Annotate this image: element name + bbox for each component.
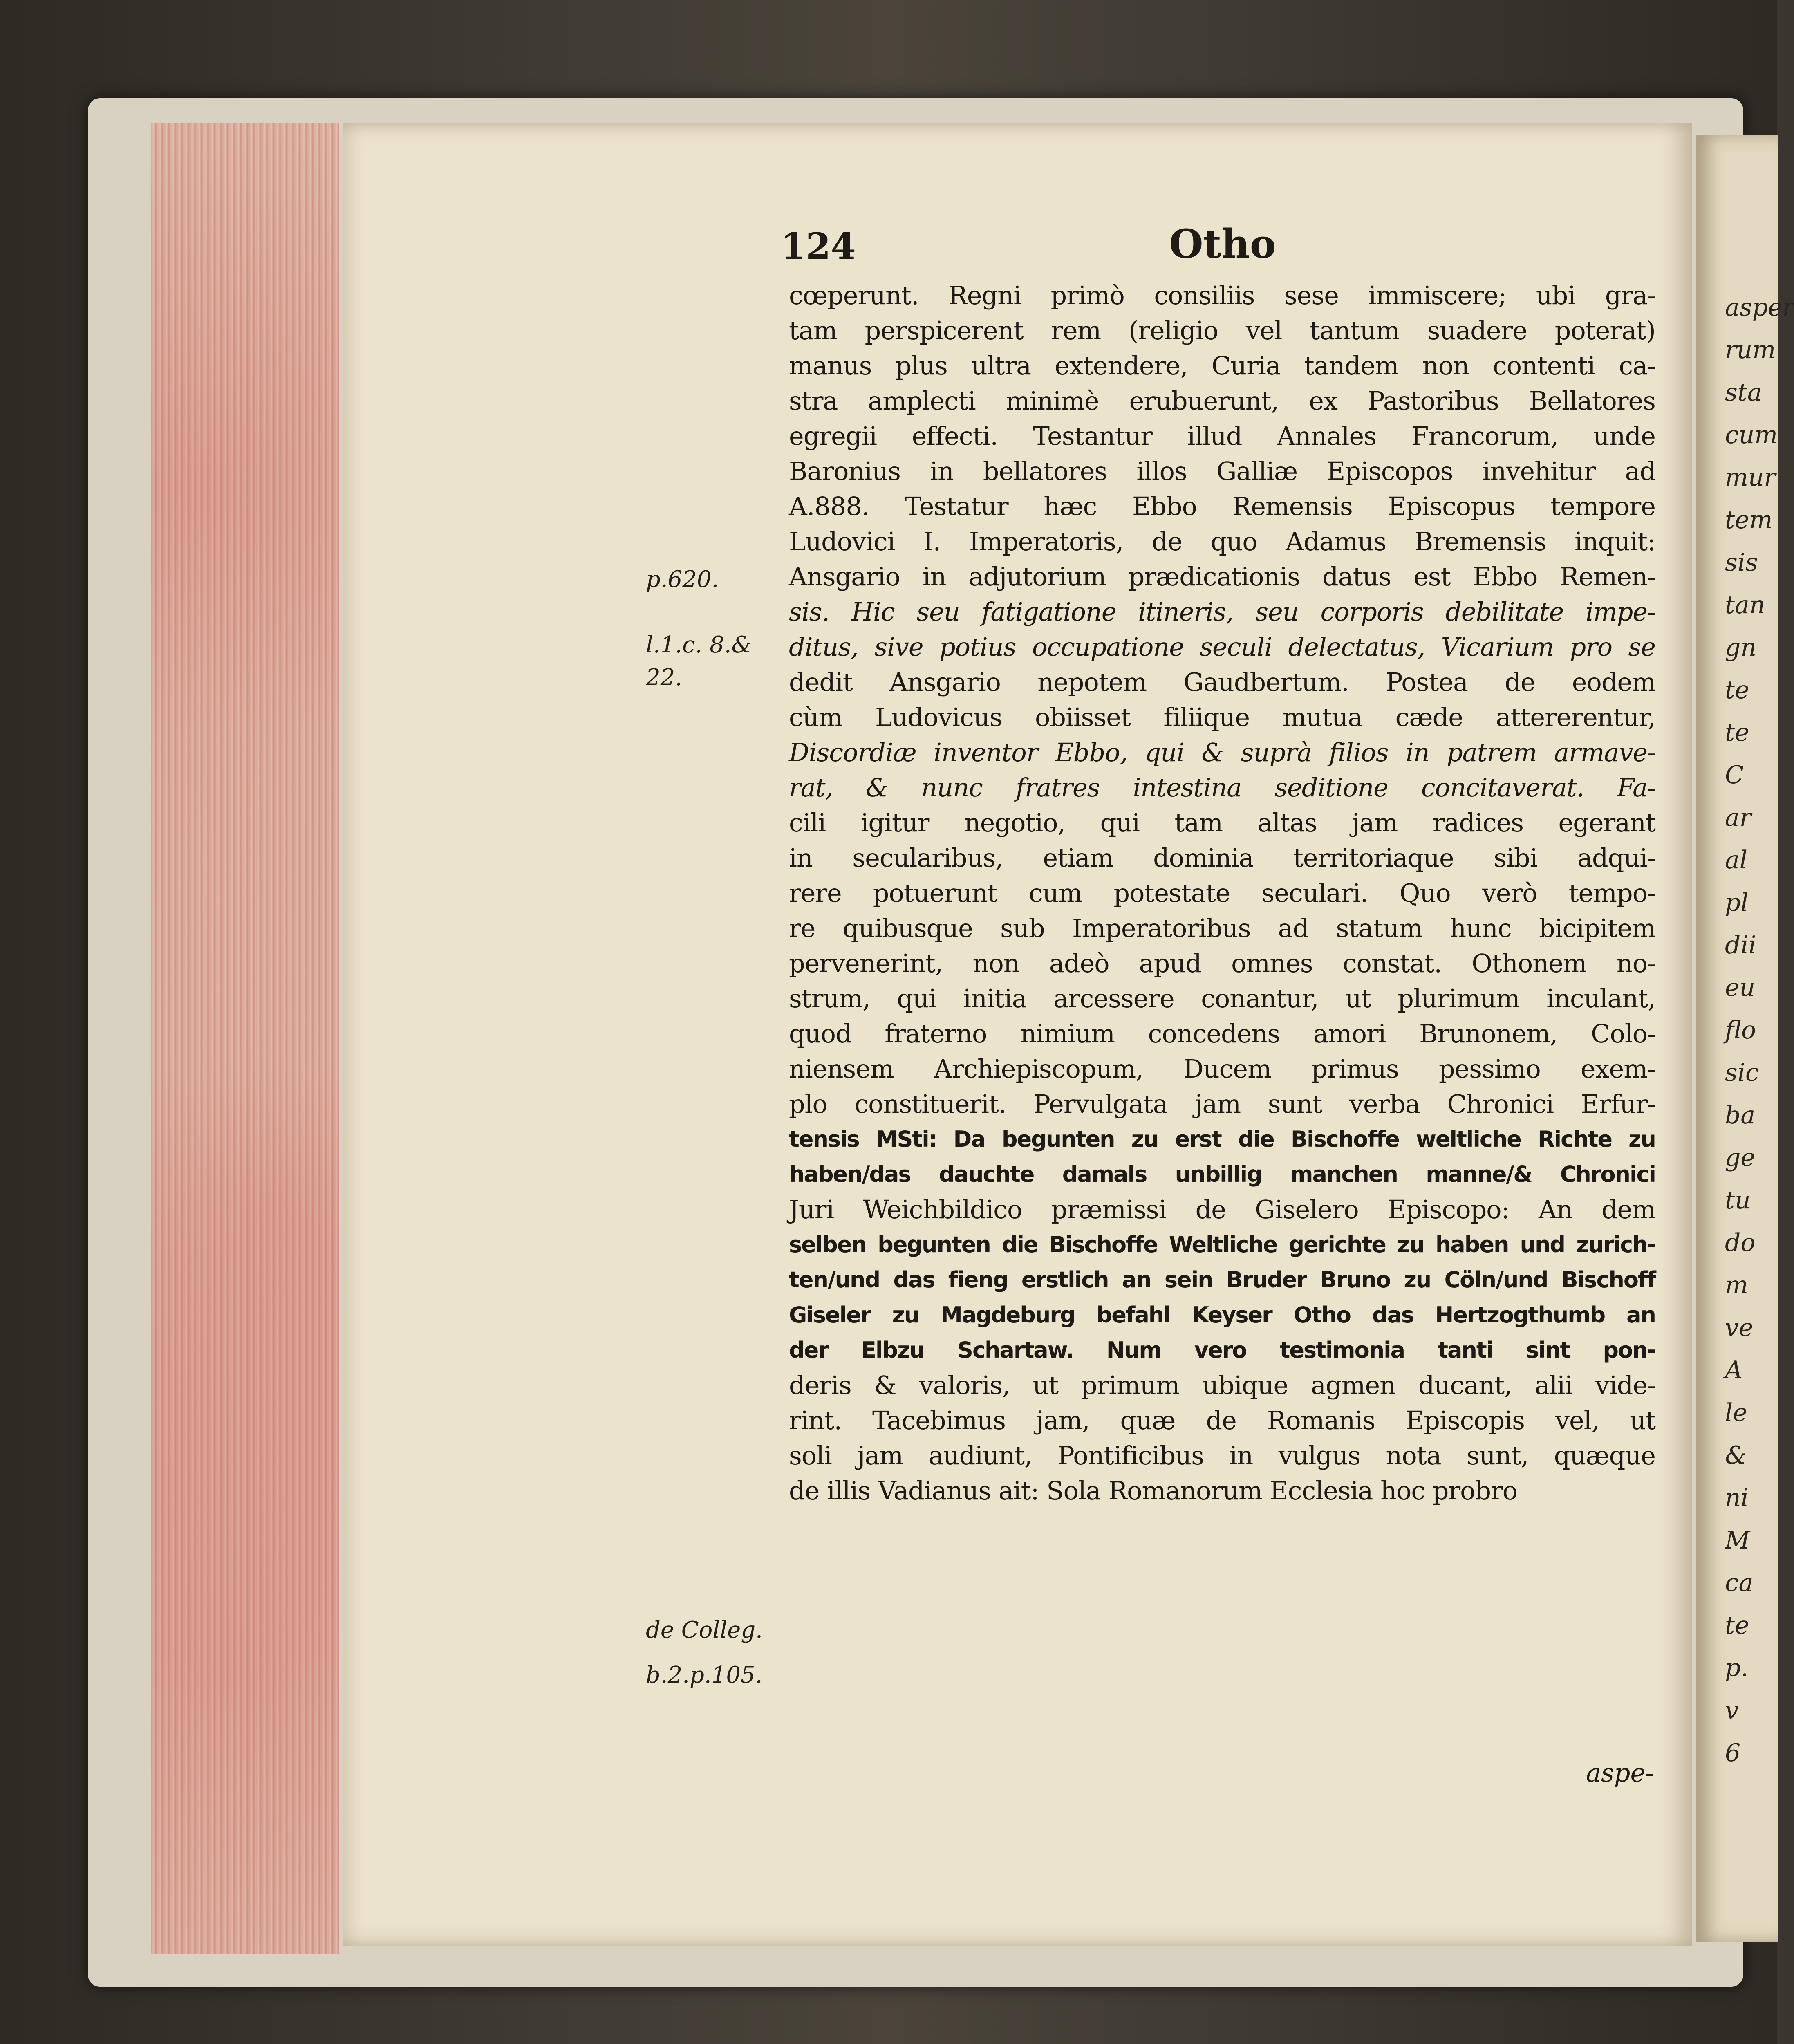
- text-line: de illis Vadianus ait: Sola Romanorum Ecclesia hoc probro: [789, 1476, 1518, 1506]
- page-number: 124: [781, 225, 856, 267]
- facing-page-fragment: sta: [1725, 378, 1762, 407]
- facing-page-fragment: tem: [1725, 506, 1773, 534]
- text-line: Ludovici I. Imperatoris, de quo Adamus Bremensis inquit:: [789, 527, 1655, 556]
- facing-page-fragment: flo: [1725, 1016, 1756, 1044]
- facing-page-fragment: &: [1725, 1441, 1747, 1470]
- text-line: plo constituerit. Pervulgata jam sunt verba Chronici Erfur-: [789, 1089, 1655, 1119]
- facing-page-fragment: A: [1725, 1356, 1743, 1385]
- text-line: ten/und das fieng erstlich an sein Bruder Bruno zu Cöln/und Bischoff: [789, 1267, 1655, 1293]
- facing-page-fragment: sic: [1725, 1058, 1759, 1087]
- text-line: Ansgario in adjutorium prædicationis datus est Ebbo Remen-: [789, 562, 1655, 592]
- facing-page-fragment: C: [1725, 761, 1744, 789]
- text-line: A.888. Testatur hæc Ebbo Remensis Episcopus tempore: [789, 491, 1655, 521]
- text-line: ditus, sive potius occupatione seculi delectatus, Vicarium pro se: [789, 632, 1655, 662]
- text-line: haben/das dauchte damals unbillig manchen manne/& Chronici: [789, 1161, 1655, 1187]
- facing-page-edge: [1696, 135, 1794, 1942]
- facing-page-fragment: eu: [1725, 973, 1756, 1002]
- facing-page-fragment: pl: [1725, 888, 1749, 917]
- facing-page-fragment: ge: [1725, 1143, 1755, 1172]
- facing-page-fragment: p.: [1725, 1654, 1749, 1682]
- catchword: aspe-: [1586, 1758, 1654, 1788]
- page-edges: [151, 123, 339, 1954]
- facing-page-fragment: ni: [1725, 1484, 1749, 1512]
- text-line: selben begunten die Bischoffe Weltliche gerichte zu haben und zurich-: [789, 1232, 1655, 1257]
- text-line: dedit Ansgario nepotem Gaudbertum. Postea de eodem: [789, 667, 1655, 697]
- text-line: pervenerint, non adeò apud omnes constat. Othonem no-: [789, 948, 1655, 978]
- margin-note: l.1.c. 8.&: [646, 632, 752, 658]
- facing-page-fragment: tu: [1725, 1186, 1751, 1215]
- text-line: tam perspicerent rem (religio vel tantum suadere poterat): [789, 316, 1655, 345]
- facing-page-fragment: 6: [1725, 1739, 1741, 1767]
- facing-page-fragment: te: [1725, 676, 1749, 704]
- margin-note: de Colleg.: [646, 1617, 763, 1643]
- facing-page-fragment: al: [1725, 846, 1747, 874]
- text-line: Baronius in bellatores illos Galliæ Episcopos invehitur ad: [789, 456, 1655, 486]
- margin-note: b.2.p.105.: [646, 1662, 763, 1688]
- text-line: sis. Hic seu fatigatione itineris, seu corporis debilitate impe-: [789, 597, 1655, 627]
- facing-page-fragment: ve: [1725, 1313, 1754, 1342]
- facing-page-fragment: asper: [1725, 293, 1794, 322]
- facing-page-fragment: do: [1725, 1228, 1756, 1257]
- facing-page-fragment: mur: [1725, 463, 1776, 492]
- facing-page-fragment: m: [1725, 1271, 1748, 1300]
- facing-page-fragment: te: [1725, 1611, 1749, 1640]
- facing-page-fragment: dii: [1725, 931, 1756, 959]
- text-line: cœperunt. Regni primò consiliis sese immiscere; ubi gra-: [789, 280, 1655, 310]
- margin-note: p.620.: [646, 566, 719, 593]
- text-line: rint. Tacebimus jam, quæ de Romanis Episcopis vel, ut: [789, 1405, 1655, 1435]
- facing-page-fragment: te: [1725, 718, 1749, 747]
- text-line: strum, qui initia arcessere conantur, ut plurimum inculant,: [789, 984, 1655, 1013]
- text-line: re quibusque sub Imperatoribus ad statum hunc bicipitem: [789, 913, 1655, 943]
- facing-page-fragment: v: [1725, 1696, 1739, 1725]
- facing-page-fragment: sis: [1725, 548, 1758, 577]
- text-line: tensis MSti: Da begunten zu erst die Bischoffe weltliche Richte zu: [789, 1126, 1655, 1152]
- text-line: Giseler zu Magdeburg befahl Keyser Otho das Hertzogthumb an: [789, 1302, 1655, 1328]
- text-line: rere potuerunt cum potestate seculari. Quo verò tempo-: [789, 878, 1655, 908]
- text-line: in secularibus, etiam dominia territoriaque sibi adqui-: [789, 843, 1655, 873]
- facing-page-fragment: ca: [1725, 1569, 1754, 1597]
- running-head: [781, 221, 1500, 274]
- facing-page-fragments: [1696, 135, 1794, 1774]
- text-line: deris & valoris, ut primum ubique agmen ducant, alii vide-: [789, 1370, 1655, 1400]
- body-text: [789, 278, 1655, 1508]
- text-line: cùm Ludovicus obiisset filiique mutua cæde attererentur,: [789, 702, 1655, 732]
- facing-page-fragment: ba: [1725, 1101, 1756, 1130]
- text-line: cili igitur negotio, qui tam altas jam radices egerant: [789, 808, 1655, 838]
- text-line: quod fraterno nimium concedens amori Brunonem, Colo-: [789, 1019, 1655, 1049]
- text-line: niensem Archiepiscopum, Ducem primus pessimo exem-: [789, 1054, 1655, 1084]
- margin-notes: [646, 0, 793, 2044]
- text-line: manus plus ultra extendere, Curia tandem non contenti ca-: [789, 351, 1655, 381]
- text-line: der Elbzu Schartaw. Num vero testimonia tanti sint pon-: [789, 1337, 1655, 1363]
- text-line: rat, & nunc fratres intestina seditione concitaverat. Fa-: [789, 773, 1655, 802]
- facing-page-fragment: rum: [1725, 336, 1776, 364]
- facing-page-fragment: gn: [1725, 633, 1757, 662]
- facing-page-fragment: M: [1725, 1526, 1750, 1555]
- text-line: Juri Weichbildico præmissi de Giselero Episcopo: An dem: [789, 1195, 1655, 1224]
- facing-page-fragment: ar: [1725, 803, 1751, 832]
- facing-page-fragment: le: [1725, 1399, 1747, 1427]
- facing-page-fragment: cum: [1725, 421, 1778, 449]
- text-line: egregii effecti. Testantur illud Annales Francorum, unde: [789, 421, 1655, 451]
- text-line: stra amplecti minimè erubuerunt, ex Pastoribus Bellatores: [789, 386, 1655, 416]
- page-title: Otho: [1169, 221, 1276, 267]
- margin-note: 22.: [646, 664, 683, 691]
- facing-page-fragment: tan: [1725, 591, 1765, 619]
- text-line: soli jam audiunt, Pontificibus in vulgus nota sunt, quæque: [789, 1441, 1655, 1470]
- text-line: Discordiæ inventor Ebbo, qui & suprà filios in patrem armave-: [789, 737, 1655, 767]
